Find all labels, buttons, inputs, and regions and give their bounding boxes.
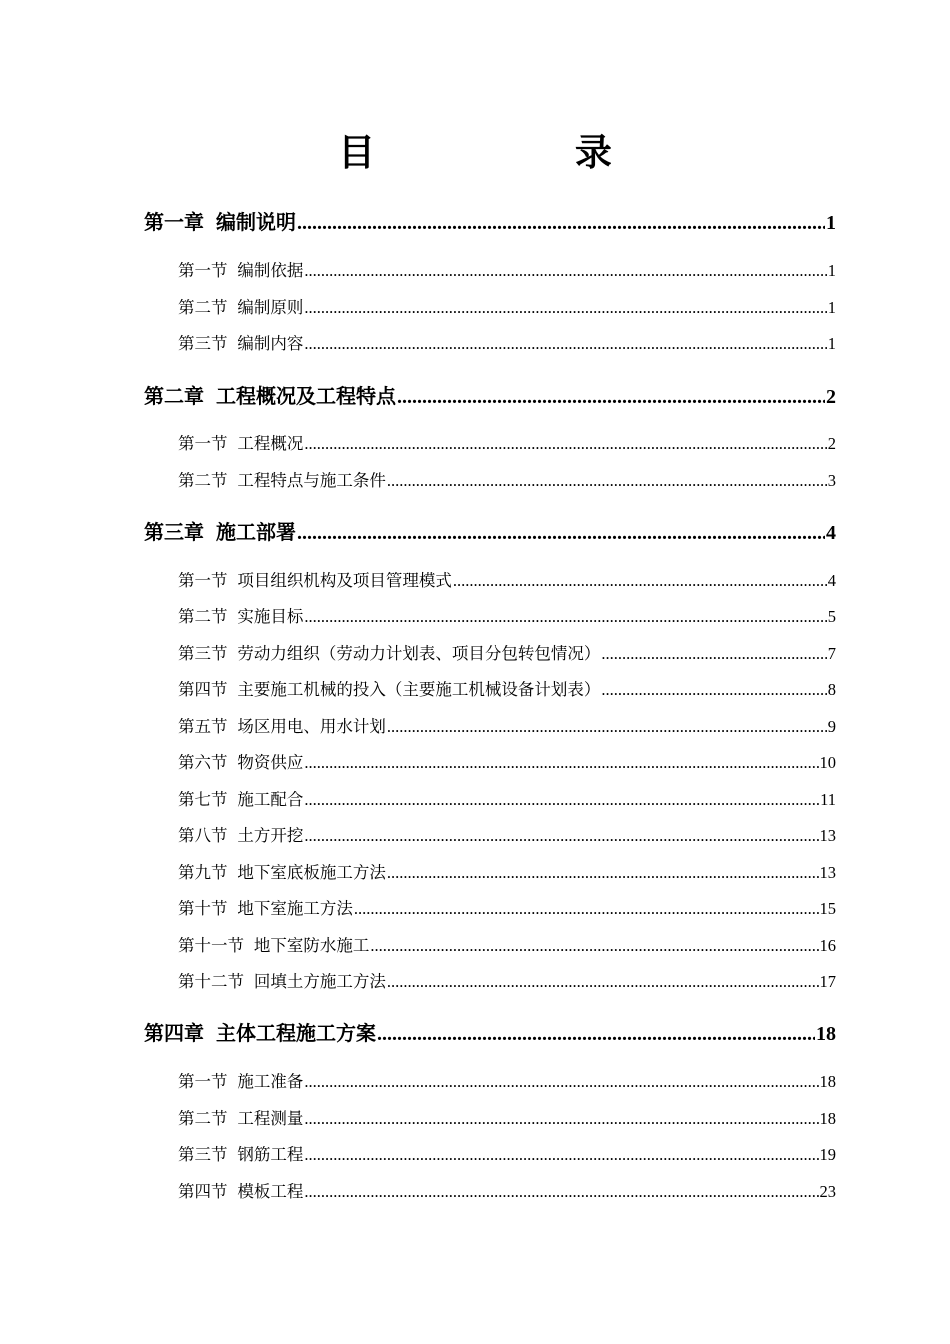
toc-entry-label bbox=[178, 296, 303, 320]
toc-page-number: 4 bbox=[827, 571, 836, 590]
toc-chapter-entry[interactable] bbox=[144, 382, 836, 411]
toc-entry-label bbox=[178, 469, 386, 493]
toc-dot-leader bbox=[601, 642, 826, 666]
toc-entry-text: 地下室施工方法 bbox=[237, 899, 353, 918]
toc-chapter-entry[interactable] bbox=[144, 208, 836, 237]
toc-section-entry[interactable] bbox=[178, 934, 836, 958]
toc-entry-text: 施工配合 bbox=[237, 790, 304, 809]
toc-section-entry[interactable] bbox=[178, 751, 836, 775]
toc-section-entry[interactable] bbox=[178, 788, 836, 812]
toc-entry-number: 第一节 bbox=[178, 434, 228, 453]
toc-entry-label bbox=[178, 432, 303, 456]
toc-dot-leader bbox=[377, 1020, 815, 1048]
toc-section-entry[interactable] bbox=[178, 1143, 836, 1167]
toc-entry-number: 第三章 bbox=[144, 520, 204, 544]
toc-entry-label bbox=[144, 208, 296, 236]
toc-entry-label bbox=[178, 1180, 303, 1204]
toc-dot-leader bbox=[304, 788, 819, 812]
toc-dot-leader bbox=[304, 751, 818, 775]
toc-section-entry[interactable] bbox=[178, 824, 836, 848]
toc-page-number: 11 bbox=[820, 790, 836, 809]
toc-dot-leader bbox=[387, 469, 827, 493]
toc-page-number: 7 bbox=[827, 644, 836, 663]
toc-page-number: 1 bbox=[827, 261, 836, 280]
toc-page-number: 18 bbox=[819, 1109, 836, 1128]
toc-page-number: 23 bbox=[819, 1182, 836, 1201]
toc-section-entry[interactable] bbox=[178, 897, 836, 921]
toc-entry-label bbox=[178, 751, 303, 775]
toc-entry-label bbox=[178, 1143, 303, 1167]
toc-section-entry[interactable] bbox=[178, 432, 836, 456]
toc-entry-label bbox=[178, 1107, 303, 1131]
toc-page-number: 13 bbox=[819, 863, 836, 882]
toc-entry-number: 第一节 bbox=[178, 261, 228, 280]
toc-entry-text: 主要施工机械的投入（主要施工机械设备计划表） bbox=[237, 680, 601, 699]
toc-section-entry[interactable] bbox=[178, 332, 836, 356]
toc-page-number: 13 bbox=[819, 826, 836, 845]
toc-entry-text: 劳动力组织（劳动力计划表、项目分包转包情况） bbox=[237, 644, 601, 663]
toc-dot-leader bbox=[387, 861, 819, 885]
toc-section-entry[interactable] bbox=[178, 605, 836, 629]
toc-entry-number: 第二节 bbox=[178, 1109, 228, 1128]
toc-dot-leader bbox=[387, 970, 819, 994]
toc-entry-label bbox=[178, 970, 386, 994]
toc-page-number: 2 bbox=[826, 386, 836, 408]
toc-entry-number: 第三节 bbox=[178, 334, 228, 353]
toc-entry-text: 工程测量 bbox=[237, 1109, 304, 1128]
toc-entry-label bbox=[178, 861, 386, 885]
toc-section-entry[interactable] bbox=[178, 642, 836, 666]
toc-entry-number: 第八节 bbox=[178, 826, 228, 845]
toc-entry-text: 模板工程 bbox=[237, 1182, 304, 1201]
toc-entry-label bbox=[178, 259, 303, 283]
toc-dot-leader bbox=[297, 519, 825, 547]
toc-dot-leader bbox=[304, 1070, 818, 1094]
toc-entry-text: 施工部署 bbox=[216, 520, 296, 544]
toc-dot-leader bbox=[304, 332, 826, 356]
toc-page-number: 3 bbox=[827, 471, 836, 490]
toc-page-number: 8 bbox=[827, 680, 836, 699]
toc-page-number: 19 bbox=[819, 1145, 836, 1164]
toc-section-entry[interactable] bbox=[178, 678, 836, 702]
toc-entry-label bbox=[178, 824, 303, 848]
toc-entry-text: 工程特点与施工条件 bbox=[237, 471, 386, 490]
toc-dot-leader bbox=[387, 715, 827, 739]
toc-entry-text: 实施目标 bbox=[237, 607, 304, 626]
toc-page-number: 16 bbox=[819, 936, 836, 955]
toc-entry-label bbox=[178, 569, 452, 593]
toc-entry-label bbox=[178, 897, 353, 921]
toc-entry-number: 第四节 bbox=[178, 1182, 228, 1201]
toc-entry-label bbox=[178, 788, 303, 812]
toc-section-entry[interactable] bbox=[178, 970, 836, 994]
toc-entry-number: 第二节 bbox=[178, 298, 228, 317]
toc-entry-text: 场区用电、用水计划 bbox=[237, 717, 386, 736]
toc-dot-leader bbox=[601, 678, 826, 702]
toc-entry-text: 编制依据 bbox=[237, 261, 304, 280]
toc-section-entry[interactable] bbox=[178, 1070, 836, 1094]
toc-entry-text: 项目组织机构及项目管理模式 bbox=[237, 571, 452, 590]
toc-entry-number: 第四章 bbox=[144, 1021, 204, 1045]
toc-chapter-entry[interactable] bbox=[144, 1019, 836, 1048]
toc-section-entry[interactable] bbox=[178, 296, 836, 320]
toc-section-entry[interactable] bbox=[178, 1180, 836, 1204]
toc-entry-number: 第五节 bbox=[178, 717, 228, 736]
toc-entry-text: 工程概况 bbox=[237, 434, 304, 453]
toc-dot-leader bbox=[397, 383, 825, 411]
toc-dot-leader bbox=[304, 259, 826, 283]
toc-entry-text: 回填土方施工方法 bbox=[253, 972, 386, 991]
toc-entry-text: 施工准备 bbox=[237, 1072, 304, 1091]
toc-page-number: 2 bbox=[827, 434, 836, 453]
toc-entry-number: 第十二节 bbox=[178, 972, 244, 991]
toc-page-number: 9 bbox=[827, 717, 836, 736]
toc-entry-number: 第四节 bbox=[178, 680, 228, 699]
toc-title: 目 录 bbox=[338, 131, 694, 174]
toc-entry-text: 主体工程施工方案 bbox=[216, 1021, 376, 1045]
toc-dot-leader bbox=[304, 1180, 818, 1204]
toc-entry-text: 钢筋工程 bbox=[237, 1145, 304, 1164]
toc-entry-number: 第三节 bbox=[178, 644, 228, 663]
toc-dot-leader bbox=[304, 296, 826, 320]
toc-dot-leader bbox=[304, 1107, 818, 1131]
toc-entry-text: 编制内容 bbox=[237, 334, 304, 353]
toc-entry-number: 第二章 bbox=[144, 384, 204, 408]
toc-page-number: 18 bbox=[816, 1023, 836, 1045]
toc-entry-text: 物资供应 bbox=[237, 753, 304, 772]
toc-entry-number: 第九节 bbox=[178, 863, 228, 882]
toc-entry-label bbox=[178, 332, 303, 356]
toc-section-entry[interactable] bbox=[178, 861, 836, 885]
toc-dot-leader bbox=[304, 824, 818, 848]
toc-page-number: 18 bbox=[819, 1072, 836, 1091]
toc-entry-label bbox=[178, 605, 303, 629]
toc-entry-label bbox=[144, 1019, 376, 1047]
toc-page-number: 1 bbox=[827, 334, 836, 353]
toc-entry-number: 第二节 bbox=[178, 607, 228, 626]
toc-entry-label bbox=[178, 678, 600, 702]
toc-entry-number: 第十节 bbox=[178, 899, 228, 918]
toc-section-entry[interactable] bbox=[178, 1107, 836, 1131]
toc-page-number: 5 bbox=[827, 607, 836, 626]
toc-entry-text: 土方开挖 bbox=[237, 826, 304, 845]
toc-dot-leader bbox=[297, 209, 825, 237]
toc-entry-label bbox=[178, 1070, 303, 1094]
toc-entry-number: 第一章 bbox=[144, 210, 204, 234]
toc-dot-leader bbox=[304, 605, 826, 629]
toc-entry-text: 工程概况及工程特点 bbox=[216, 384, 396, 408]
toc-page-number: 4 bbox=[826, 522, 836, 544]
toc-entry-text: 编制说明 bbox=[216, 210, 296, 234]
toc-dot-leader bbox=[370, 934, 818, 958]
toc-chapter-entry[interactable] bbox=[144, 518, 836, 547]
toc-entry-label bbox=[144, 382, 396, 410]
toc-section-entry[interactable] bbox=[178, 469, 836, 493]
toc-page-number: 1 bbox=[827, 298, 836, 317]
toc-dot-leader bbox=[304, 432, 826, 456]
toc-page-number: 15 bbox=[819, 899, 836, 918]
toc-entry-text: 地下室底板施工方法 bbox=[237, 863, 386, 882]
toc-entry-text: 地下室防水施工 bbox=[253, 936, 370, 955]
toc-entry-label bbox=[178, 715, 386, 739]
toc-page-number: 1 bbox=[826, 212, 836, 234]
toc-entry-number: 第七节 bbox=[178, 790, 228, 809]
toc-section-entry[interactable] bbox=[178, 569, 836, 593]
toc-section-entry[interactable] bbox=[178, 259, 836, 283]
toc-entry-number: 第二节 bbox=[178, 471, 228, 490]
toc-entry-label bbox=[178, 642, 600, 666]
toc-entry-number: 第十一节 bbox=[178, 936, 244, 955]
toc-dot-leader bbox=[453, 569, 827, 593]
toc-entry-number: 第三节 bbox=[178, 1145, 228, 1164]
toc-page-number: 17 bbox=[819, 972, 836, 991]
toc-entry-number: 第六节 bbox=[178, 753, 228, 772]
toc-dot-leader bbox=[354, 897, 819, 921]
toc-entry-text: 编制原则 bbox=[237, 298, 304, 317]
toc-entry-number: 第一节 bbox=[178, 571, 228, 590]
toc-entry-label bbox=[144, 518, 296, 546]
toc-section-entry[interactable] bbox=[178, 715, 836, 739]
toc-entry-label bbox=[178, 934, 369, 958]
toc-page-number: 10 bbox=[819, 753, 836, 772]
toc-entry-number: 第一节 bbox=[178, 1072, 228, 1091]
toc-dot-leader bbox=[304, 1143, 818, 1167]
